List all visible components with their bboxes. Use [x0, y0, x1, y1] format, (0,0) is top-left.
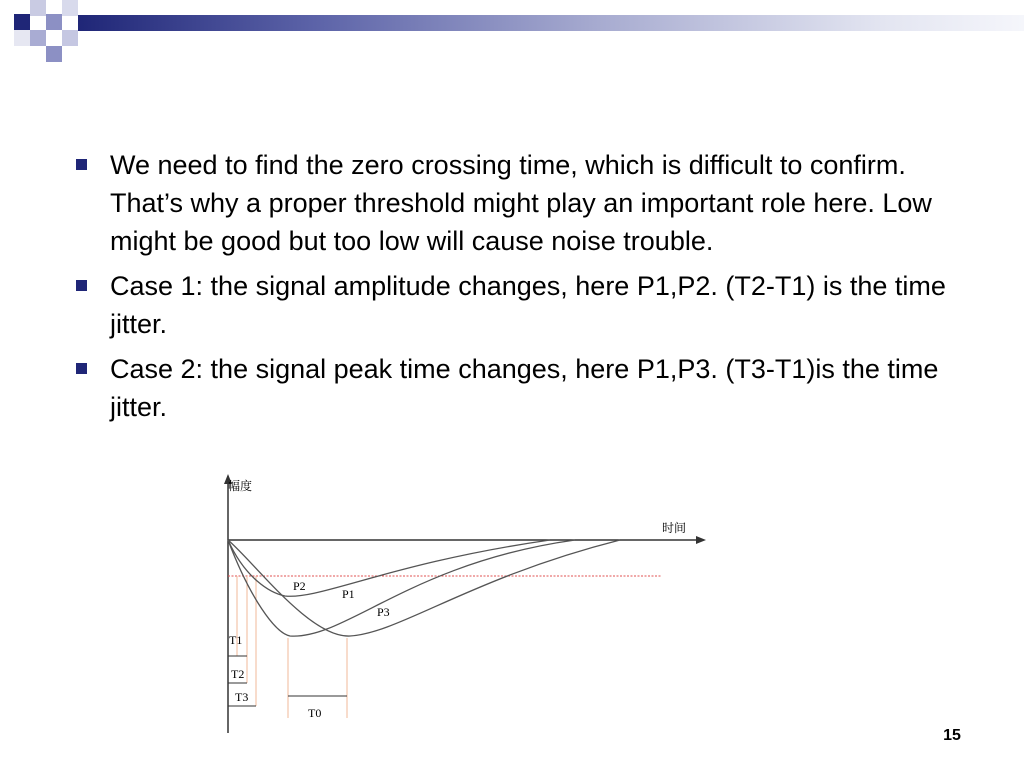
- deco-square: [46, 46, 62, 62]
- label-p1: P1: [342, 587, 355, 601]
- square-bullet-icon: [76, 363, 87, 374]
- header-gradient-bar: [78, 15, 1024, 31]
- label-t3: T3: [235, 690, 249, 704]
- label-t1: T1: [229, 633, 243, 647]
- bullet-item: [64, 146, 974, 260]
- label-t0: T0: [308, 706, 322, 720]
- x-axis-arrow: [696, 536, 706, 544]
- curve-p3: [228, 540, 620, 636]
- deco-square: [30, 30, 46, 46]
- label-t2: T2: [231, 667, 245, 681]
- bullet-item: [64, 267, 974, 343]
- square-bullet-icon: [76, 159, 87, 170]
- bullet-list: [64, 146, 974, 433]
- x-axis-label: 时间: [662, 521, 687, 535]
- deco-square: [30, 0, 46, 16]
- deco-square: [14, 30, 30, 46]
- page-number: 15: [943, 727, 961, 744]
- label-p2: P2: [293, 579, 306, 593]
- bullet-text: We need to find the zero crossing time, which is difficult to confirm. That’s why a proper threshold might play an important role here. Low might be good but too low will cause noise trouble.: [110, 150, 932, 256]
- curve-p2: [228, 540, 550, 596]
- timing-diagram: [210, 468, 710, 738]
- bullet-text: Case 2: the signal peak time changes, here P1,P3. (T3-T1)is the time jitter.: [110, 354, 939, 422]
- y-axis-label: 幅度: [228, 479, 253, 493]
- header-decoration: [0, 0, 1024, 64]
- deco-square: [62, 0, 78, 16]
- deco-square: [46, 14, 62, 30]
- label-p3: P3: [377, 605, 390, 619]
- bullet-item: [64, 350, 974, 426]
- deco-square: [14, 14, 30, 30]
- bullet-text: Case 1: the signal amplitude changes, here P1,P2. (T2-T1) is the time jitter.: [110, 271, 946, 339]
- deco-square: [62, 30, 78, 46]
- square-bullet-icon: [76, 280, 87, 291]
